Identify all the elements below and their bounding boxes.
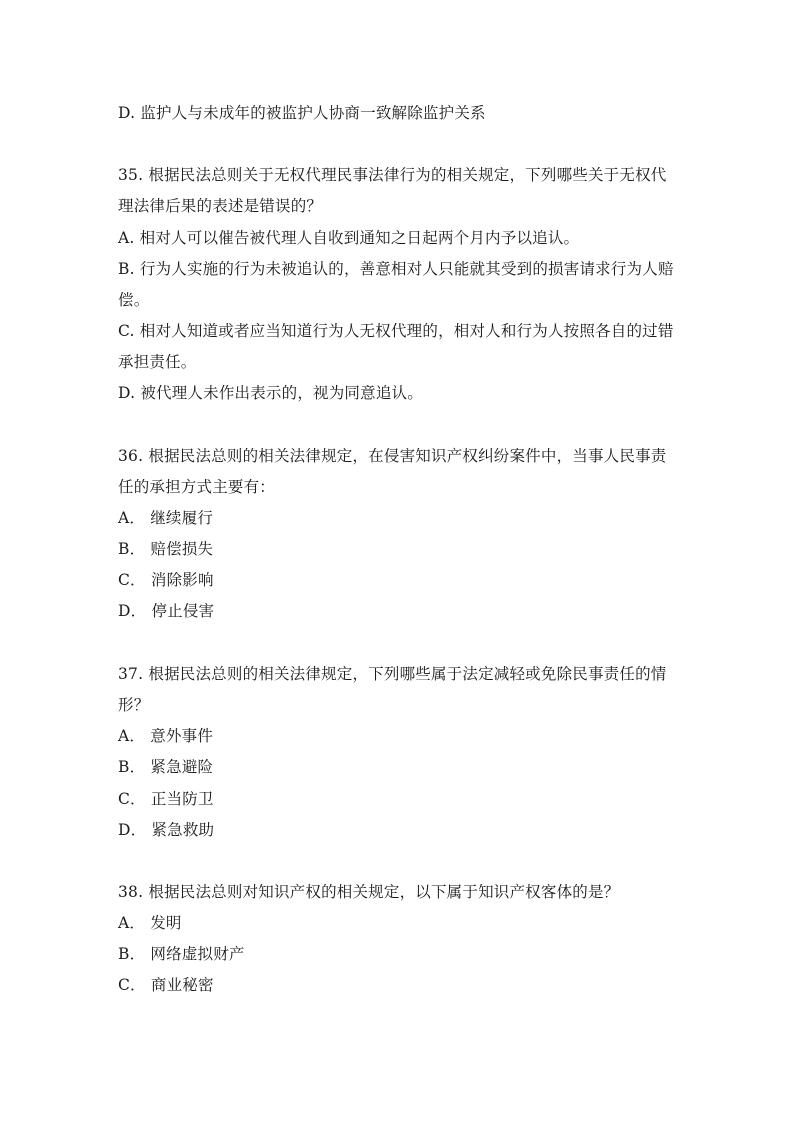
previous-question-option-d: D. 监护人与未成年的被监护人协商一致解除监护关系 — [118, 104, 486, 122]
option-c: C. 相对人知道或者应当知道行为人无权代理的，相对人和行为人按照各自的过错 — [118, 322, 674, 340]
question-stem-continued: 任的承担方式主要有： — [118, 478, 276, 496]
option-a: A. 相对人可以催告被代理人自收到通知之日起两个月内予以追认。 — [118, 229, 580, 247]
option-b: B. 行为人实施的行为未被追认的，善意相对人只能就其受到的损害请求行为人赔 — [118, 260, 674, 278]
question-stem: 37. 根据民法总则的相关法律规定，下列哪些属于法定减轻或免除民事责任的情 — [118, 665, 667, 683]
option-c: C． 商业秘密 — [118, 976, 214, 994]
option-d: D． 紧急救助 — [118, 821, 215, 839]
option-c-continued: 承担责任。 — [118, 353, 197, 371]
option-a: A． 发明 — [118, 914, 182, 932]
option-a: A． 意外事件 — [118, 727, 214, 745]
option-d: D. 被代理人未作出表示的，视为同意追认。 — [118, 384, 423, 402]
option-b: B． 赔偿损失 — [118, 540, 214, 558]
question-stem: 36. 根据民法总则的相关法律规定，在侵害知识产权纠纷案件中，当事人民事责 — [118, 447, 667, 465]
question-stem-continued: 形？ — [118, 696, 150, 714]
option-c: C． 消除影响 — [118, 571, 214, 589]
question-stem: 38. 根据民法总则对知识产权的相关规定，以下属于知识产权客体的是？ — [118, 883, 620, 901]
option-b: B． 紧急避险 — [118, 758, 214, 776]
option-a: A． 继续履行 — [118, 509, 214, 527]
question-stem: 35. 根据民法总则关于无权代理民事法律行为的相关规定，下列哪些关于无权代 — [118, 166, 667, 184]
option-d: D． 停止侵害 — [118, 602, 215, 620]
question-stem-continued: 理法律后果的表述是错误的？ — [118, 197, 323, 215]
option-b: B． 网络虚拟财产 — [118, 945, 245, 963]
option-c: C． 正当防卫 — [118, 790, 214, 808]
option-b-continued: 偿。 — [118, 291, 150, 309]
